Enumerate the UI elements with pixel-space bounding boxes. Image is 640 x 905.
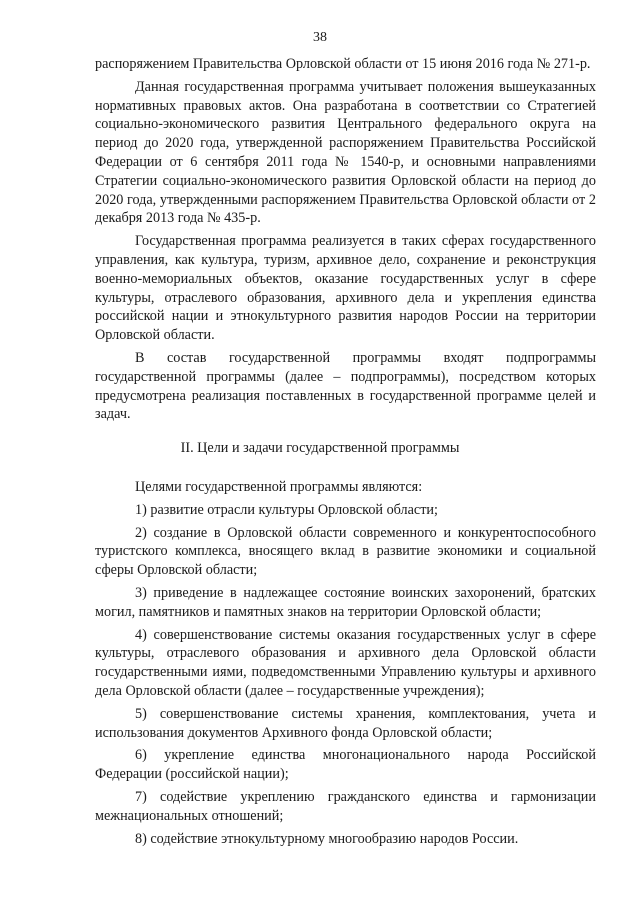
goals-section — [95, 478, 596, 852]
intro-paragraph: В состав государственной программы входят подпрограммы государственной программы (далее – подпрограммы), посредством которых предусмотрена реализация поставленных в государственной программе целей и задач. — [95, 349, 596, 423]
intro-paragraph-continuation: распоряжением Правительства Орловской области от 15 июня 2016 года № 271-р. — [95, 56, 591, 72]
intro-paragraph: Данная государственная программа учитывает положения вышеуказанных нормативных правовых актов. Она разработана в соответствии со Стратегией социально-экономического развития Центрального федерального округа на период до 2020 года, утвержденной распоряжением Правительства Российской Федерации от 6 сентября 2011 года № 1540-р, и основными направлениями Стратегии социально-экономического развития Орловской области на период до 2020 года, утвержденными распоряжением Правительства Орловской области от 2 декабря 2013 года № 435-р. — [95, 78, 596, 227]
page-number: 38 — [313, 30, 327, 45]
intro-section — [95, 55, 596, 428]
goal-item: 2) создание в Орловской области современного и конкурентоспособного туристского комплекса, вносящего вклад в развитие экономики и социальной сферы Орловской области; — [95, 524, 596, 579]
goal-item: 3) приведение в надлежащее состояние воинских захоронений, братских могил, памятников и памятных знаков на территории Орловской области; — [95, 584, 596, 620]
goals-list — [95, 501, 596, 849]
goal-item: 1) развитие отрасли культуры Орловской области; — [135, 501, 438, 518]
goal-item: 8) содействие этнокультурному многообразию народов России. — [135, 830, 519, 847]
goal-item: 7) содействие укреплению гражданского единства и гармонизации межнациональных отношений; — [95, 788, 596, 824]
goals-intro: Целями государственной программы являются: — [135, 479, 423, 495]
goal-item: 5) совершенствование системы хранения, комплектования, учета и использования документов Архивного фонда Орловской области; — [95, 705, 596, 741]
goal-item: 4) совершенствование системы оказания государственных услуг в сфере культуры, отраслевого образования и архивного дела Орловской области государственными иями, подведомственными Управлению культуры и архивного дела Орловской области (далее – государственные учреждения); — [95, 626, 596, 699]
section-heading: II. Цели и задачи государственной программы — [180, 440, 460, 456]
goal-item: 6) укрепление единства многонационального народа Российской Федерации (российской нации); — [95, 747, 596, 783]
intro-paragraph: Государственная программа реализуется в таких сферах государственного управления, как культура, туризм, архивное дело, сохранение и реконструкция военно-мемориальных объектов, оказание государственных услуг в сфере культуры, отраслевого образования, архивного дела и укрепления единства российской нации и этнокультурного развития народов России на территории Орловской области. — [95, 233, 596, 344]
